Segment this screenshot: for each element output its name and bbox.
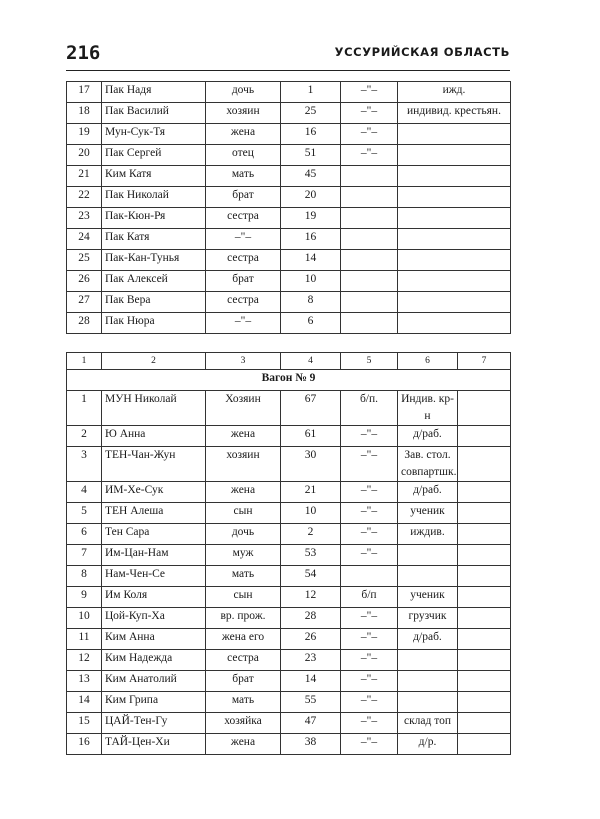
header-rule: [66, 70, 510, 71]
occupation: д/раб.: [398, 629, 458, 650]
person-name: МУН Николай: [102, 391, 206, 426]
remark: [458, 545, 511, 566]
row-number: 22: [67, 187, 102, 208]
party: –"–: [341, 103, 398, 124]
person-name: ИМ-Хе-Сук: [102, 482, 206, 503]
row-number: 24: [67, 229, 102, 250]
relation: сын: [206, 587, 281, 608]
age: 30: [281, 447, 341, 482]
remark: [458, 524, 511, 545]
table-row: [67, 391, 511, 426]
person-name: ТАЙ-Цен-Хи: [102, 734, 206, 755]
relation: жена: [206, 734, 281, 755]
relation: брат: [206, 187, 281, 208]
person-name: Ким Анатолий: [102, 671, 206, 692]
person-name: Ким Грипа: [102, 692, 206, 713]
column-number: 6: [398, 353, 458, 370]
relation: мать: [206, 566, 281, 587]
relation: –"–: [206, 229, 281, 250]
person-name: ТЕН Алеша: [102, 503, 206, 524]
row-number: 10: [67, 608, 102, 629]
person-name: Ким Надежда: [102, 650, 206, 671]
occupation: [398, 650, 458, 671]
relation: мать: [206, 692, 281, 713]
row-number: 19: [67, 124, 102, 145]
row-number: 26: [67, 271, 102, 292]
person-name: Мун-Сук-Тя: [102, 124, 206, 145]
occupation: [398, 124, 511, 145]
table-row: [67, 271, 511, 292]
occupation: индивид. крестьян.: [398, 103, 511, 124]
row-number: 7: [67, 545, 102, 566]
occupation: ижд.: [398, 82, 511, 103]
relation: муж: [206, 545, 281, 566]
remark: [458, 734, 511, 755]
person-name: Тен Сара: [102, 524, 206, 545]
row-number: 4: [67, 482, 102, 503]
table-row: [67, 524, 511, 545]
party: б/п.: [341, 391, 398, 426]
occupation: [398, 208, 511, 229]
table-row: [67, 587, 511, 608]
party: [341, 271, 398, 292]
occupation: ученик: [398, 587, 458, 608]
table-row: [67, 166, 511, 187]
age: 19: [281, 208, 341, 229]
table-row: [67, 566, 511, 587]
age: 16: [281, 124, 341, 145]
table-row: [67, 671, 511, 692]
person-name: Пак Василий: [102, 103, 206, 124]
occupation: [398, 313, 511, 334]
age: 67: [281, 391, 341, 426]
remark: [458, 713, 511, 734]
remark: [458, 608, 511, 629]
table-row: [67, 82, 511, 103]
person-name: Пак Катя: [102, 229, 206, 250]
party: [341, 166, 398, 187]
age: 61: [281, 426, 341, 447]
table-row: [67, 292, 511, 313]
party: –"–: [341, 447, 398, 482]
occupation: [398, 229, 511, 250]
table-row: [67, 482, 511, 503]
party: –"–: [341, 503, 398, 524]
party: –"–: [341, 426, 398, 447]
age: 20: [281, 187, 341, 208]
table-row: [67, 447, 511, 482]
age: 14: [281, 250, 341, 271]
occupation: [398, 692, 458, 713]
remark: [458, 671, 511, 692]
age: 12: [281, 587, 341, 608]
party: –"–: [341, 629, 398, 650]
table-row: [67, 124, 511, 145]
age: 23: [281, 650, 341, 671]
person-name: Ю Анна: [102, 426, 206, 447]
age: 51: [281, 145, 341, 166]
row-number: 21: [67, 166, 102, 187]
occupation: Индив. кр-н: [398, 391, 458, 426]
party: [341, 208, 398, 229]
age: 10: [281, 271, 341, 292]
age: 53: [281, 545, 341, 566]
person-name: Нам-Чен-Се: [102, 566, 206, 587]
page-header: [66, 38, 510, 68]
row-number: 15: [67, 713, 102, 734]
remark: [458, 426, 511, 447]
column-number-row: [67, 353, 511, 370]
age: 28: [281, 608, 341, 629]
age: 2: [281, 524, 341, 545]
relation: брат: [206, 271, 281, 292]
table-row: [67, 187, 511, 208]
person-name: Им-Цан-Нам: [102, 545, 206, 566]
row-number: 5: [67, 503, 102, 524]
row-number: 9: [67, 587, 102, 608]
column-number: 5: [341, 353, 398, 370]
party: [341, 313, 398, 334]
person-name: Пак Алексей: [102, 271, 206, 292]
table-row: [67, 629, 511, 650]
row-number: 23: [67, 208, 102, 229]
occupation: д/р.: [398, 734, 458, 755]
table-row: [67, 608, 511, 629]
party: –"–: [341, 692, 398, 713]
row-number: 16: [67, 734, 102, 755]
age: 16: [281, 229, 341, 250]
remark: [458, 650, 511, 671]
party: –"–: [341, 713, 398, 734]
relation: сестра: [206, 208, 281, 229]
party: –"–: [341, 545, 398, 566]
occupation: [398, 271, 511, 292]
relation: сестра: [206, 250, 281, 271]
table-row: [67, 103, 511, 124]
relation: жена: [206, 426, 281, 447]
occupation: [398, 145, 511, 166]
occupation: [398, 671, 458, 692]
occupation: иждив.: [398, 524, 458, 545]
person-name: Пак-Кюн-Ря: [102, 208, 206, 229]
person-name: Ким Анна: [102, 629, 206, 650]
occupation: [398, 166, 511, 187]
column-number: 7: [458, 353, 511, 370]
table-row: [67, 650, 511, 671]
column-number: 1: [67, 353, 102, 370]
relation: дочь: [206, 524, 281, 545]
party: –"–: [341, 145, 398, 166]
occupation: д/раб.: [398, 426, 458, 447]
running-title: УССУРИЙСКАЯ ОБЛАСТЬ: [334, 45, 510, 59]
age: 14: [281, 671, 341, 692]
age: 25: [281, 103, 341, 124]
age: 54: [281, 566, 341, 587]
person-name: ТЕН-Чан-Жун: [102, 447, 206, 482]
party: [341, 566, 398, 587]
occupation: [398, 187, 511, 208]
table-row: [67, 545, 511, 566]
remark: [458, 692, 511, 713]
relation: отец: [206, 145, 281, 166]
person-name: Им Коля: [102, 587, 206, 608]
age: 38: [281, 734, 341, 755]
relation: Хозяин: [206, 391, 281, 426]
row-number: 12: [67, 650, 102, 671]
table-row: [67, 145, 511, 166]
row-number: 28: [67, 313, 102, 334]
party: –"–: [341, 608, 398, 629]
relation: хозяйка: [206, 713, 281, 734]
table-row: [67, 734, 511, 755]
party: –"–: [341, 671, 398, 692]
party: –"–: [341, 124, 398, 145]
occupation: склад топ: [398, 713, 458, 734]
occupation: ученик: [398, 503, 458, 524]
remark: [458, 503, 511, 524]
table-row: [67, 692, 511, 713]
age: 55: [281, 692, 341, 713]
column-number: 3: [206, 353, 281, 370]
section-row: [67, 370, 511, 391]
table-row: [67, 229, 511, 250]
relation: брат: [206, 671, 281, 692]
relation: мать: [206, 166, 281, 187]
row-number: 20: [67, 145, 102, 166]
row-number: 3: [67, 447, 102, 482]
residents-table-continued: [66, 81, 511, 334]
party: [341, 229, 398, 250]
remark: [458, 566, 511, 587]
remark: [458, 629, 511, 650]
person-name: Пак Вера: [102, 292, 206, 313]
relation: дочь: [206, 82, 281, 103]
relation: хозяин: [206, 447, 281, 482]
age: 26: [281, 629, 341, 650]
person-name: Пак-Кан-Тунья: [102, 250, 206, 271]
row-number: 1: [67, 391, 102, 426]
occupation: грузчик: [398, 608, 458, 629]
party: –"–: [341, 482, 398, 503]
person-name: ЦАЙ-Тен-Гу: [102, 713, 206, 734]
relation: хозяин: [206, 103, 281, 124]
column-number: 2: [102, 353, 206, 370]
relation: сестра: [206, 650, 281, 671]
table-row: [67, 208, 511, 229]
occupation: д/раб.: [398, 482, 458, 503]
party: [341, 292, 398, 313]
occupation: [398, 250, 511, 271]
age: 8: [281, 292, 341, 313]
occupation: [398, 292, 511, 313]
relation: сын: [206, 503, 281, 524]
age: 45: [281, 166, 341, 187]
row-number: 14: [67, 692, 102, 713]
remark: [458, 482, 511, 503]
page-number: 216: [66, 42, 101, 64]
table-row: [67, 250, 511, 271]
age: 21: [281, 482, 341, 503]
party: –"–: [341, 734, 398, 755]
wagon-9-table: [66, 352, 511, 755]
party: –"–: [341, 82, 398, 103]
remark: [458, 447, 511, 482]
party: б/п: [341, 587, 398, 608]
row-number: 25: [67, 250, 102, 271]
relation: –"–: [206, 313, 281, 334]
relation: жена его: [206, 629, 281, 650]
row-number: 2: [67, 426, 102, 447]
occupation: Зав. стол. совпартшк.: [398, 447, 458, 482]
table-row: [67, 713, 511, 734]
age: 6: [281, 313, 341, 334]
remark: [458, 587, 511, 608]
relation: жена: [206, 124, 281, 145]
relation: вр. прож.: [206, 608, 281, 629]
row-number: 13: [67, 671, 102, 692]
row-number: 17: [67, 82, 102, 103]
age: 10: [281, 503, 341, 524]
person-name: Ким Катя: [102, 166, 206, 187]
remark: [458, 391, 511, 426]
row-number: 18: [67, 103, 102, 124]
age: 1: [281, 82, 341, 103]
row-number: 27: [67, 292, 102, 313]
person-name: Пак Нюра: [102, 313, 206, 334]
party: [341, 187, 398, 208]
relation: сестра: [206, 292, 281, 313]
occupation: [398, 566, 458, 587]
age: 47: [281, 713, 341, 734]
table-row: [67, 313, 511, 334]
party: –"–: [341, 524, 398, 545]
section-title: Вагон № 9: [67, 370, 511, 391]
table-row: [67, 426, 511, 447]
row-number: 11: [67, 629, 102, 650]
column-number: 4: [281, 353, 341, 370]
party: –"–: [341, 650, 398, 671]
relation: жена: [206, 482, 281, 503]
person-name: Цой-Куп-Ха: [102, 608, 206, 629]
row-number: 8: [67, 566, 102, 587]
person-name: Пак Надя: [102, 82, 206, 103]
person-name: Пак Сергей: [102, 145, 206, 166]
occupation: [398, 545, 458, 566]
table-row: [67, 503, 511, 524]
party: [341, 250, 398, 271]
person-name: Пак Николай: [102, 187, 206, 208]
row-number: 6: [67, 524, 102, 545]
